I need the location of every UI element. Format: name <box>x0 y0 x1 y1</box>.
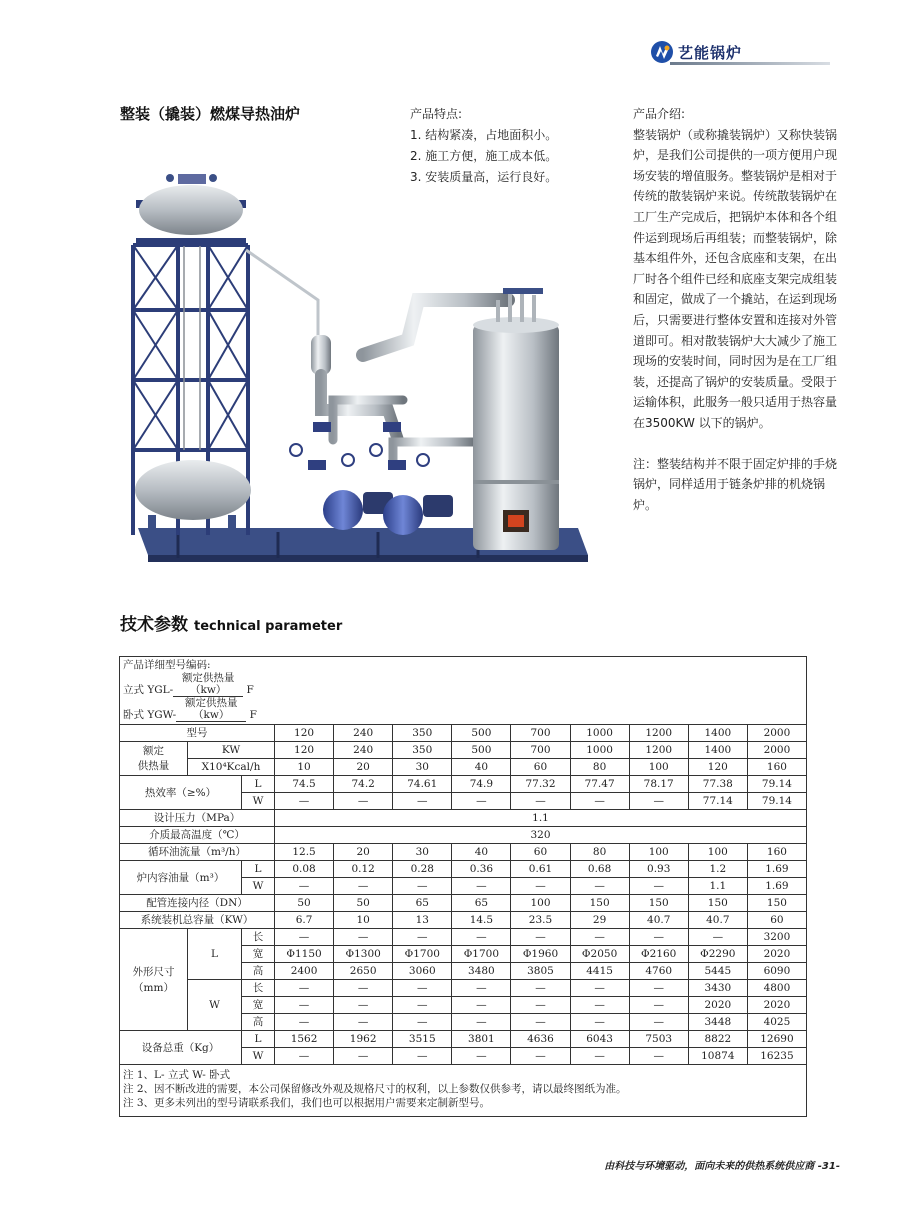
weight-label: 设备总重（Kg） <box>120 1031 242 1065</box>
table-cell: 240 <box>334 742 393 759</box>
table-cell: — <box>334 1014 393 1031</box>
code-horizontal <box>123 697 803 722</box>
tech-title-cn: 技术参数 <box>120 615 188 635</box>
table-row <box>120 1065 807 1117</box>
table-cell: 3448 <box>688 1014 747 1031</box>
table-cell: — <box>393 793 452 810</box>
flow-label: 循环油流量（m³/h） <box>120 844 275 861</box>
table-cell: 3060 <box>393 963 452 980</box>
table-cell: 30 <box>393 844 452 861</box>
table-row <box>120 759 807 776</box>
table-cell: 74.9 <box>452 776 511 793</box>
table-cell: 5445 <box>688 963 747 980</box>
type-l: L <box>242 861 275 878</box>
table-cell: 700 <box>511 725 570 742</box>
table-cell: 100 <box>511 895 570 912</box>
table-cell: — <box>334 980 393 997</box>
table-cell: 79.14 <box>747 793 806 810</box>
table-cell: 0.93 <box>629 861 688 878</box>
table-cell: — <box>511 980 570 997</box>
boiler-skid-illustration <box>118 160 598 580</box>
table-cell: 74.61 <box>393 776 452 793</box>
tech-title-en: technical parameter <box>194 619 343 634</box>
table-cell: 60 <box>511 759 570 776</box>
table-cell: — <box>629 878 688 895</box>
table-cell: 74.5 <box>275 776 334 793</box>
type-l: L <box>242 776 275 793</box>
table-cell: — <box>452 878 511 895</box>
table-cell: — <box>629 793 688 810</box>
table-cell: — <box>275 793 334 810</box>
table-cell: 79.14 <box>747 776 806 793</box>
table-cell: 80 <box>570 759 629 776</box>
table-cell: 3515 <box>393 1031 452 1048</box>
table-cell: 160 <box>747 844 806 861</box>
dim-type-l: L <box>188 929 242 980</box>
code-heading: 产品详细型号编码: <box>123 659 211 671</box>
table-row <box>120 827 807 844</box>
table-cell: — <box>570 1048 629 1065</box>
intro-note: 注：整装结构并不限于固定炉排的手烧锅炉，同样适用于链条炉排的机烧锅炉。 <box>633 456 838 512</box>
dim-label <box>120 929 188 1031</box>
table-cell: 20 <box>334 759 393 776</box>
table-row <box>120 844 807 861</box>
table-cell: — <box>452 1014 511 1031</box>
table-cell: 40.7 <box>629 912 688 929</box>
table-cell: 120 <box>688 759 747 776</box>
table-cell: 2020 <box>747 946 806 963</box>
table-cell: — <box>511 997 570 1014</box>
table-cell: — <box>629 929 688 946</box>
table-cell: 50 <box>334 895 393 912</box>
table-cell: — <box>275 1048 334 1065</box>
table-cell: 74.2 <box>334 776 393 793</box>
table-cell: — <box>393 929 452 946</box>
product-title: 整装（撬装）燃煤导热油炉 <box>120 105 301 123</box>
table-cell: 60 <box>511 844 570 861</box>
table-row <box>120 861 807 878</box>
table-cell: 150 <box>747 895 806 912</box>
table-cell: — <box>511 793 570 810</box>
brand-underline <box>670 62 830 65</box>
table-cell: 8822 <box>688 1031 747 1048</box>
table-cell: 78.17 <box>629 776 688 793</box>
oil-volume-label: 炉内容油量（m³） <box>120 861 242 895</box>
table-cell: Φ1150 <box>275 946 334 963</box>
table-cell: Φ2290 <box>688 946 747 963</box>
table-cell: 6043 <box>570 1031 629 1048</box>
brand-header <box>650 40 850 66</box>
table-cell: 50 <box>275 895 334 912</box>
table-cell: — <box>275 1014 334 1031</box>
feature-item: 1. 结构紧凑，占地面积小。 <box>410 128 558 142</box>
table-cell: 77.47 <box>570 776 629 793</box>
table-cell: 3805 <box>511 963 570 980</box>
feature-item: 3. 安装质量高，运行良好。 <box>410 170 558 184</box>
code-l-blank: 额定供热量（kw） <box>173 672 243 697</box>
table-cell: — <box>393 878 452 895</box>
table-cell: 500 <box>452 742 511 759</box>
table-cell: — <box>275 997 334 1014</box>
table-cell: 100 <box>629 759 688 776</box>
table-cell: 77.32 <box>511 776 570 793</box>
dim-height-label: 高 <box>242 963 275 980</box>
table-cell: 0.28 <box>393 861 452 878</box>
type-w: W <box>242 878 275 895</box>
table-cell: 60 <box>747 912 806 929</box>
table-cell: — <box>570 997 629 1014</box>
dim-length-label: 长 <box>242 929 275 946</box>
type-w: W <box>242 793 275 810</box>
table-cell: 1562 <box>275 1031 334 1048</box>
table-cell: 0.36 <box>452 861 511 878</box>
table-cell: — <box>334 878 393 895</box>
table-cell: 10 <box>334 912 393 929</box>
table-cell: 120 <box>275 725 334 742</box>
dim-label-text: 外形尺寸 <box>132 965 175 978</box>
table-cell: 3480 <box>452 963 511 980</box>
table-cell: 3430 <box>688 980 747 997</box>
table-cell: Φ1300 <box>334 946 393 963</box>
table-cell: 10874 <box>688 1048 747 1065</box>
table-cell: 40.7 <box>688 912 747 929</box>
table-row <box>120 1031 807 1048</box>
kw-unit: KW <box>188 742 275 759</box>
rated-label: 额定 供热量 <box>120 742 188 776</box>
table-cell: 7503 <box>629 1031 688 1048</box>
table-cell: 4800 <box>747 980 806 997</box>
table-row <box>120 980 807 997</box>
table-row <box>120 776 807 793</box>
table-cell: — <box>629 997 688 1014</box>
table-cell: 1400 <box>688 725 747 742</box>
table-cell: 350 <box>393 742 452 759</box>
table-row <box>120 725 807 742</box>
note-item: 注 2、因不断改进的需要，本公司保留修改外观及规格尺寸的权利，以上参数仅供参考，请以最终图纸为准。 <box>123 1083 627 1095</box>
table-cell: 1400 <box>688 742 747 759</box>
table-cell: — <box>393 1048 452 1065</box>
temp-value: 320 <box>275 827 807 844</box>
table-cell: 3200 <box>747 929 806 946</box>
table-cell: Φ1960 <box>511 946 570 963</box>
table-cell: 65 <box>393 895 452 912</box>
table-cell: Φ1700 <box>452 946 511 963</box>
power-label: 系统装机总容量（KW） <box>120 912 275 929</box>
code-w-prefix: 卧式 YGW- <box>123 709 177 721</box>
table-cell: 1962 <box>334 1031 393 1048</box>
feature-item: 2. 施工方便，施工成本低。 <box>410 149 558 163</box>
table-cell: Φ1700 <box>393 946 452 963</box>
table-cell: 1.69 <box>747 878 806 895</box>
pressure-label: 设计压力（MPa） <box>120 810 275 827</box>
tech-parameter-title <box>120 610 342 635</box>
table-row <box>120 912 807 929</box>
features-heading: 产品特点: <box>410 107 463 121</box>
table-cell: — <box>275 878 334 895</box>
table-cell: 12690 <box>747 1031 806 1048</box>
code-l-prefix: 立式 YGL- <box>123 684 174 696</box>
table-cell: Φ2160 <box>629 946 688 963</box>
table-cell: 0.61 <box>511 861 570 878</box>
table-cell: 1000 <box>570 725 629 742</box>
table-cell: 100 <box>629 844 688 861</box>
spec-table <box>119 656 807 1117</box>
code-vertical <box>123 672 803 697</box>
code-l-suffix: F <box>246 684 254 696</box>
efficiency-label: 热效率（≥%） <box>120 776 242 810</box>
table-cell: 65 <box>452 895 511 912</box>
table-cell: — <box>452 929 511 946</box>
dim-width-label: 宽 <box>242 997 275 1014</box>
table-cell: 10 <box>275 759 334 776</box>
table-cell: — <box>393 980 452 997</box>
table-cell: 77.38 <box>688 776 747 793</box>
table-cell: 40 <box>452 844 511 861</box>
table-cell: 40 <box>452 759 511 776</box>
dim-height-label: 高 <box>242 1014 275 1031</box>
dim-type-w: W <box>188 980 242 1031</box>
intro-block <box>633 104 843 515</box>
notes-cell <box>120 1065 807 1117</box>
kcal-unit: X10⁴Kcal/h <box>188 759 275 776</box>
table-cell: 150 <box>629 895 688 912</box>
pressure-value: 1.1 <box>275 810 807 827</box>
table-cell: 100 <box>688 844 747 861</box>
code-w-blank: 额定供热量（kw） <box>176 697 246 722</box>
table-cell: 4025 <box>747 1014 806 1031</box>
table-cell: 29 <box>570 912 629 929</box>
table-cell: — <box>275 929 334 946</box>
table-cell: 30 <box>393 759 452 776</box>
table-cell: 80 <box>570 844 629 861</box>
temp-label: 介质最高温度（℃） <box>120 827 275 844</box>
table-cell: — <box>511 1014 570 1031</box>
table-cell: 150 <box>570 895 629 912</box>
table-cell: — <box>334 929 393 946</box>
table-row <box>120 742 807 759</box>
table-cell: 160 <box>747 759 806 776</box>
table-cell: Φ2050 <box>570 946 629 963</box>
table-cell: — <box>511 878 570 895</box>
intro-text: 整装锅炉（或称撬装锅炉）又称快装锅炉，是我们公司提供的一项方便用户现场安装的增值服务。整装锅炉是相对于传统的散装锅炉来说。传统散装锅炉在工厂生产完成后，把锅炉本体和各个组件运到现场后再组装；而整装锅炉，除基本组件外，还包含底座和支架，在出厂时各个组件已经和底座支架完成组装和固定，做成了一个撬站，在运到现场后，只需要进行整体安置和连接对外管道即可。相对散装锅炉大大减少了施工现场的安装时间，同时因为是在工厂组装，还提高了锅炉的安装质量。受限于运输体积，此服务一般只适用于热容量在3500KW 以下的锅炉。 <box>633 127 838 430</box>
code-w-suffix: F <box>249 709 257 721</box>
table-cell: 4415 <box>570 963 629 980</box>
table-cell: — <box>570 980 629 997</box>
table-cell: — <box>570 878 629 895</box>
table-cell: 4760 <box>629 963 688 980</box>
table-cell: — <box>393 1014 452 1031</box>
table-cell: 700 <box>511 742 570 759</box>
model-code-cell <box>120 657 807 725</box>
table-cell: 13 <box>393 912 452 929</box>
table-cell: — <box>393 997 452 1014</box>
table-row <box>120 929 807 946</box>
dim-width-label: 宽 <box>242 946 275 963</box>
brand-name: 艺能锅炉 <box>678 44 743 62</box>
table-cell: 150 <box>688 895 747 912</box>
intro-heading: 产品介绍: <box>633 107 686 121</box>
table-cell: — <box>570 929 629 946</box>
table-cell: 20 <box>334 844 393 861</box>
table-cell: 23.5 <box>511 912 570 929</box>
table-cell: 6.7 <box>275 912 334 929</box>
table-cell: 0.12 <box>334 861 393 878</box>
table-cell: 240 <box>334 725 393 742</box>
table-cell: 16235 <box>747 1048 806 1065</box>
dim-length-label: 长 <box>242 980 275 997</box>
table-cell: — <box>334 793 393 810</box>
footer-slogan: 由科技与环境驱动，面向未来的供热系统供应商 <box>604 1161 815 1172</box>
table-cell: 6090 <box>747 963 806 980</box>
table-cell: 4636 <box>511 1031 570 1048</box>
table-cell: 1000 <box>570 742 629 759</box>
table-cell: 0.68 <box>570 861 629 878</box>
table-cell: — <box>334 997 393 1014</box>
table-row <box>120 810 807 827</box>
table-cell: 1.2 <box>688 861 747 878</box>
table-cell: 0.08 <box>275 861 334 878</box>
models-label: 型号 <box>120 725 275 742</box>
page-number: -31- <box>817 1161 840 1172</box>
table-cell: — <box>452 980 511 997</box>
table-cell: 12.5 <box>275 844 334 861</box>
type-l: L <box>242 1031 275 1048</box>
table-cell: — <box>570 793 629 810</box>
table-row <box>120 895 807 912</box>
table-cell: 2400 <box>275 963 334 980</box>
table-cell: — <box>511 929 570 946</box>
table-cell: — <box>275 980 334 997</box>
table-cell: 500 <box>452 725 511 742</box>
table-cell: — <box>629 980 688 997</box>
table-cell: 2020 <box>747 997 806 1014</box>
table-cell: 2020 <box>688 997 747 1014</box>
table-cell: — <box>511 1048 570 1065</box>
table-cell: — <box>452 1048 511 1065</box>
table-cell: 2000 <box>747 742 806 759</box>
table-cell: 2650 <box>334 963 393 980</box>
table-cell: 1.69 <box>747 861 806 878</box>
table-cell: 14.5 <box>452 912 511 929</box>
table-cell: — <box>570 1014 629 1031</box>
note-item: 注 1、L- 立式 W- 卧式 <box>123 1069 231 1081</box>
type-w: W <box>242 1048 275 1065</box>
page-footer <box>600 1157 840 1172</box>
table-cell: 77.14 <box>688 793 747 810</box>
table-cell: 120 <box>275 742 334 759</box>
pipe-label: 配管连接内径（DN） <box>120 895 275 912</box>
table-cell: 1200 <box>629 725 688 742</box>
table-cell: — <box>452 997 511 1014</box>
table-cell: 2000 <box>747 725 806 742</box>
dim-unit-text: （mm） <box>133 981 174 994</box>
brand-logo-icon <box>650 40 674 64</box>
table-cell: — <box>452 793 511 810</box>
note-item: 注 3、更多未列出的型号请联系我们，我们也可以根据用户需要来定制新型号。 <box>123 1097 491 1109</box>
table-row <box>120 657 807 725</box>
table-cell: 350 <box>393 725 452 742</box>
table-cell: 3801 <box>452 1031 511 1048</box>
table-cell: — <box>688 929 747 946</box>
table-cell: 1200 <box>629 742 688 759</box>
table-cell: — <box>334 1048 393 1065</box>
table-cell: — <box>629 1048 688 1065</box>
table-cell: — <box>629 1014 688 1031</box>
table-cell: 1.1 <box>688 878 747 895</box>
